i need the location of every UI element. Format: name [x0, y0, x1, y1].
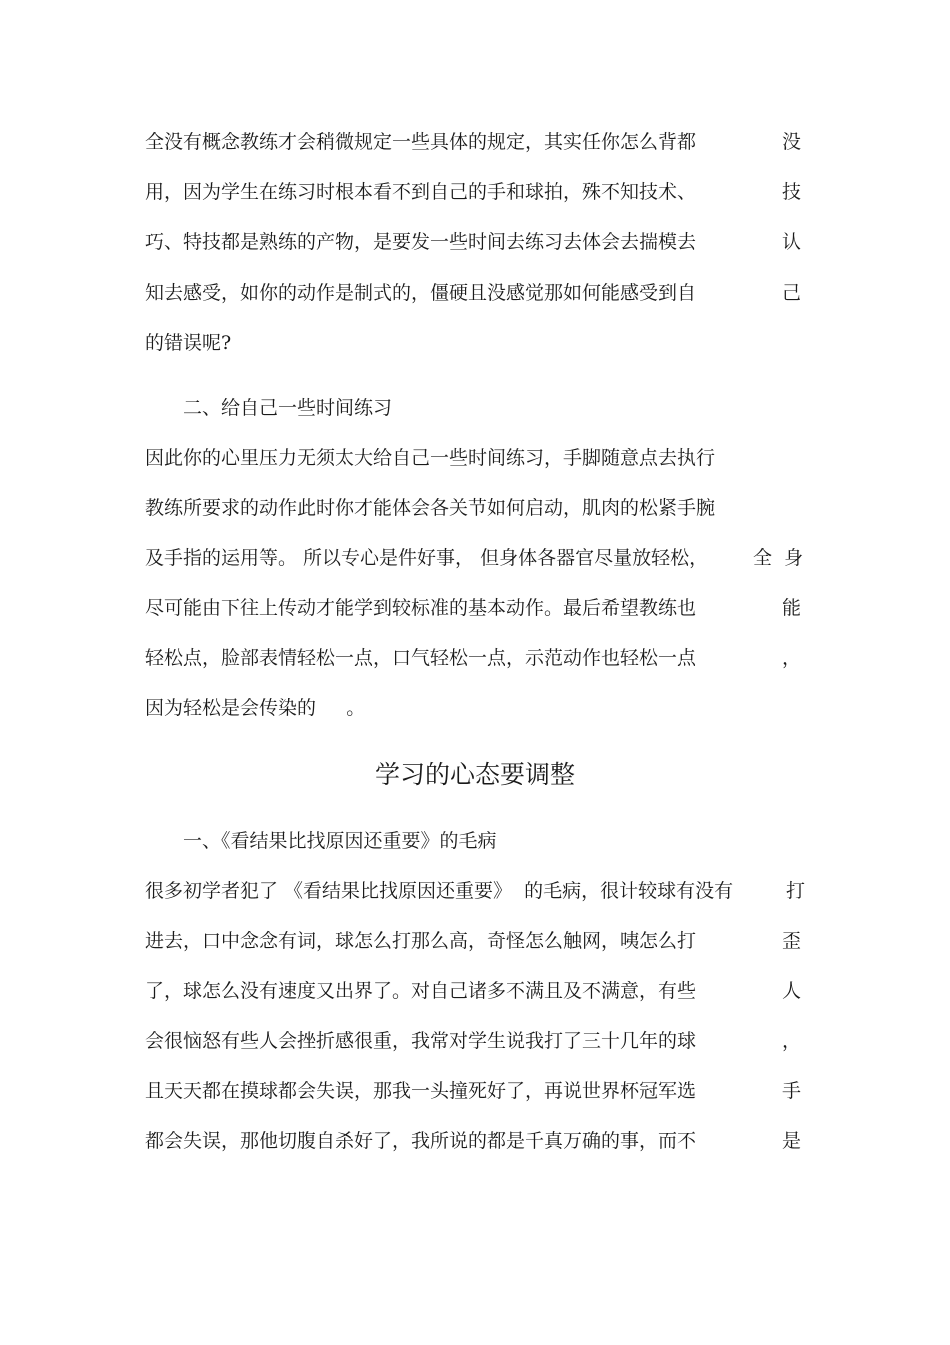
line-text: 很多初学者犯了 《看结果比找原因还重要》 的毛病，很计较球有没有 — [145, 880, 734, 902]
line-edge-text: ， — [782, 1030, 802, 1052]
line-edge-text: 没 — [782, 131, 802, 153]
line-edge-text: 手 — [782, 1080, 802, 1102]
line-edge-text: 歪 — [782, 930, 802, 952]
line-edge-text: 技 — [782, 181, 802, 203]
line-text: 轻松点，脸部表情轻松一点，口气轻松一点，示范动作也轻松一点 — [145, 647, 697, 669]
line-edge-text: 认 — [782, 231, 802, 253]
line-text: 的错误呢? — [145, 332, 232, 354]
line-text: 且天天都在摸球都会失误，那我一头撞死好了，再说世界杯冠军选 — [145, 1080, 697, 1102]
line-edge-text: 能 — [782, 597, 802, 619]
line-edge-text: 全 身 — [753, 547, 804, 569]
line-text: 因为轻松是会传染的 。 — [145, 697, 366, 719]
line-text: 尽可能由下往上传动才能学到较标准的基本动作。最后希望教练也 — [145, 597, 697, 619]
section-heading-text: 二、给自己一些时间练习 — [183, 397, 393, 419]
line-text: 知去感受，如你的动作是制式的，僵硬且没感觉那如何能感受到自 — [145, 282, 697, 304]
line-edge-text: ， — [782, 647, 802, 669]
line-text: 教练所要求的动作此时你才能体会各关节如何启动，肌肉的松紧手腕 — [145, 497, 716, 519]
line-text: 用，因为学生在练习时根本看不到自己的手和球拍，殊不知技术、 — [145, 181, 697, 203]
line-text: 会很恼怒有些人会挫折感很重，我常对学生说我打了三十几年的球 — [145, 1030, 697, 1052]
line-text: 及手指的运用等。 所以专心是件好事， 但身体各器官尽量放轻松， — [145, 547, 709, 569]
line-edge-text: 是 — [782, 1130, 802, 1152]
line-text: 巧、特技都是熟练的产物，是要发一些时间去练习去体会去揣模去 — [145, 231, 697, 253]
line-edge-text: 己 — [782, 282, 802, 304]
line-text: 都会失误，那他切腹自杀好了，我所说的都是千真万确的事，而不 — [145, 1130, 697, 1152]
page-title: 学习的心态要调整 — [374, 760, 575, 789]
line-text: 了，球怎么没有速度又出界了。对自己诸多不满且及不满意，有些 — [145, 980, 697, 1002]
line-edge-text: 人 — [782, 980, 802, 1002]
line-text: 全没有概念教练才会稍微规定一些具体的规定，其实任你怎么背都 — [145, 131, 697, 153]
line-edge-text: 打 — [786, 880, 806, 902]
section-heading-text: 一、《看结果比找原因还重要》的毛病 — [183, 830, 497, 852]
line-text: 因此你的心里压力无须太大给自己一些时间练习，手脚随意点去执行 — [145, 447, 716, 469]
line-text: 进去，口中念念有词，球怎么打那么高，奇怪怎么触网，咦怎么打 — [145, 930, 697, 952]
